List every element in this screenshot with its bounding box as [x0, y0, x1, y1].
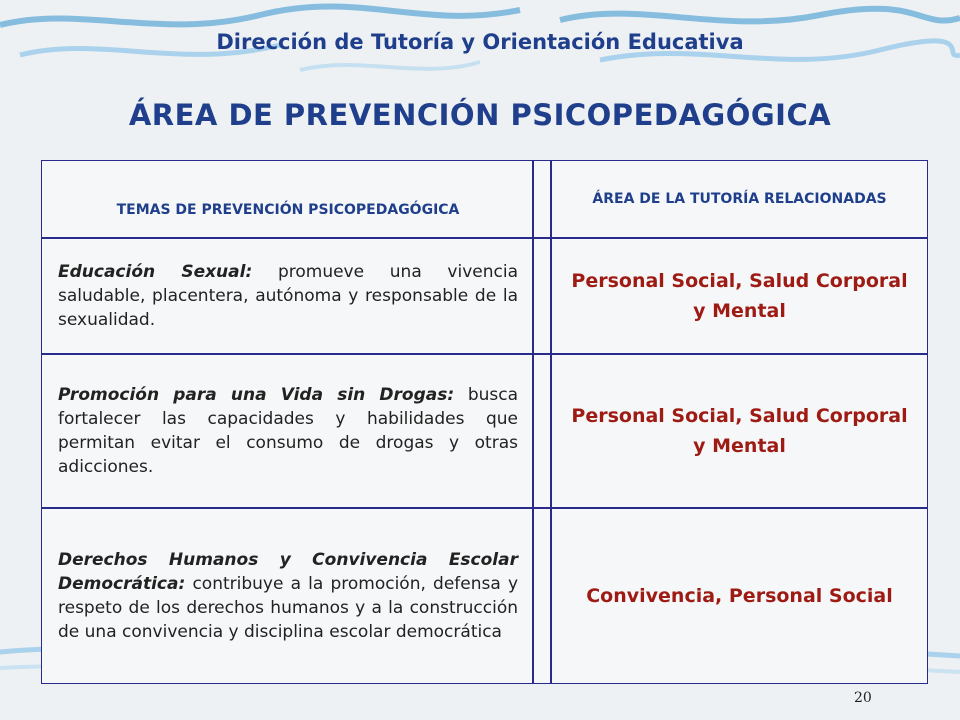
topic-name: Derechos Humanos y Convivencia Escolar Democrática: [58, 550, 518, 594]
column-header-areas: ÁREA DE LA TUTORÍA RELACIONADAS [592, 191, 887, 207]
prevention-table [41, 160, 928, 684]
topic-cell [41, 508, 533, 684]
topic-description [58, 383, 518, 479]
topic-cell [41, 238, 533, 354]
page-title: ÁREA DE PREVENCIÓN PSICOPEDAGÓGICA [128, 98, 832, 132]
topic-text: promueve una vivencia saludable, placentera, autónoma y responsable de la sexualidad. [58, 262, 518, 330]
column-header-topics: TEMAS DE PREVENCIÓN PSICOPEDAGÓGICA [116, 202, 460, 218]
topic-description [58, 548, 518, 644]
area-cell [551, 508, 928, 684]
area-cell [551, 354, 928, 508]
area-cell [551, 238, 928, 354]
related-area: Personal Social, Salud Corporal y Mental [571, 405, 908, 457]
table-header-row [41, 160, 928, 238]
table-row [41, 354, 928, 508]
header-subtitle: Dirección de Tutoría y Orientación Educativa [216, 30, 744, 54]
topic-text: busca fortalecer las capacidades y habilidades que permitan evitar el consumo de drogas y otras adicciones. [58, 385, 519, 477]
table-row [41, 508, 928, 684]
table-header-cell [41, 160, 533, 238]
topic-description [58, 260, 518, 332]
topic-text: contribuye a la promoción, defensa y respeto de los derechos humanos y a la construcción de una convivencia y disciplina escolar democrática [58, 574, 518, 642]
topic-cell [41, 354, 533, 508]
related-area: Convivencia, Personal Social [586, 585, 893, 607]
table-header-cell [551, 160, 928, 238]
topic-name: Promoción para una Vida sin Drogas: [58, 385, 455, 405]
table-row [41, 238, 928, 354]
page-number: 20 [854, 690, 872, 706]
topic-name: Educación Sexual: [58, 262, 253, 282]
related-area: Personal Social, Salud Corporal y Mental [571, 270, 908, 322]
